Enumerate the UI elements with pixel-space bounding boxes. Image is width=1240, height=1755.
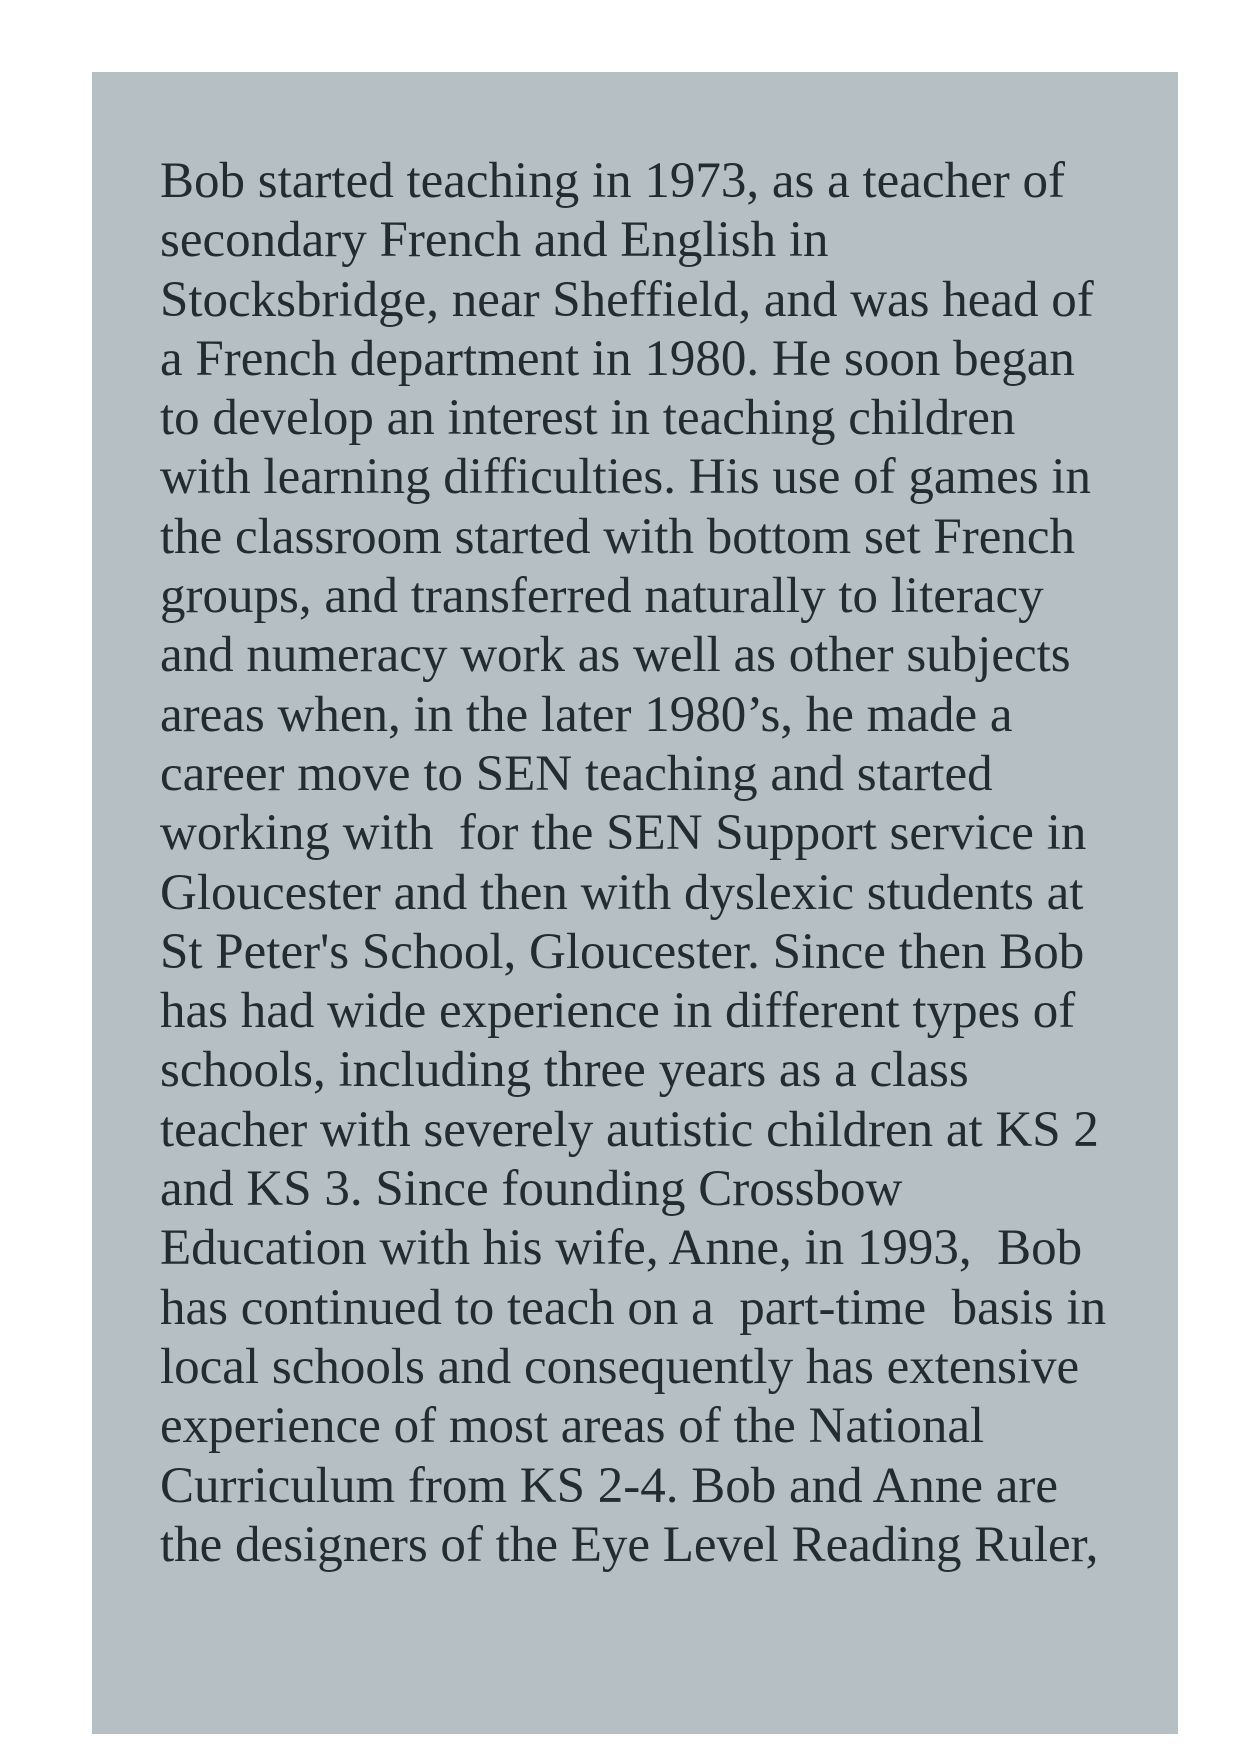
bio-line: St Peter's School, Gloucester. Since then Bob <box>160 923 1085 980</box>
bio-line: secondary French and English in <box>160 212 829 269</box>
bio-line: Education with his wife, Anne, in 1993, Bob <box>160 1220 1083 1277</box>
bio-line: teacher with severely autistic children at KS 2 <box>160 1101 1099 1158</box>
bio-line: has continued to teach on a part-time basis in <box>160 1279 1107 1336</box>
bio-line: the designers of the Eye Level Reading Ruler, <box>160 1516 1099 1573</box>
bio-line: Stocksbridge, near Sheffield, and was head of <box>160 271 1094 328</box>
bio-line: to develop an interest in teaching children <box>160 390 1016 447</box>
bio-line: with learning difficulties. His use of games in <box>160 449 1092 506</box>
bio-line: Gloucester and then with dyslexic students at <box>160 864 1084 921</box>
bio-line: the classroom started with bottom set French <box>160 508 1075 565</box>
bio-line: experience of most areas of the National <box>160 1398 985 1455</box>
bio-panel <box>92 72 1178 1734</box>
bio-line: and KS 3. Since founding Crossbow <box>160 1161 903 1218</box>
bio-line: Bob started teaching in 1973, as a teacher of <box>160 153 1065 209</box>
bio-line: has had wide experience in different types of <box>160 983 1076 1040</box>
bio-line: local schools and consequently has extensive <box>160 1338 1080 1395</box>
bio-line: working with for the SEN Support service in <box>160 805 1087 862</box>
bio-line: and numeracy work as well as other subjects <box>160 627 1071 684</box>
bio-line: areas when, in the later 1980’s, he made a <box>160 686 1013 743</box>
bio-line: career move to SEN teaching and started <box>160 745 993 802</box>
bio-text-block <box>160 152 1120 1575</box>
bio-line: a French department in 1980. He soon began <box>160 330 1075 387</box>
bio-line: schools, including three years as a class <box>160 1042 969 1099</box>
bio-line: groups, and transferred naturally to literacy <box>160 568 1044 625</box>
bio-line: Curriculum from KS 2-4. Bob and Anne are <box>160 1457 1059 1514</box>
